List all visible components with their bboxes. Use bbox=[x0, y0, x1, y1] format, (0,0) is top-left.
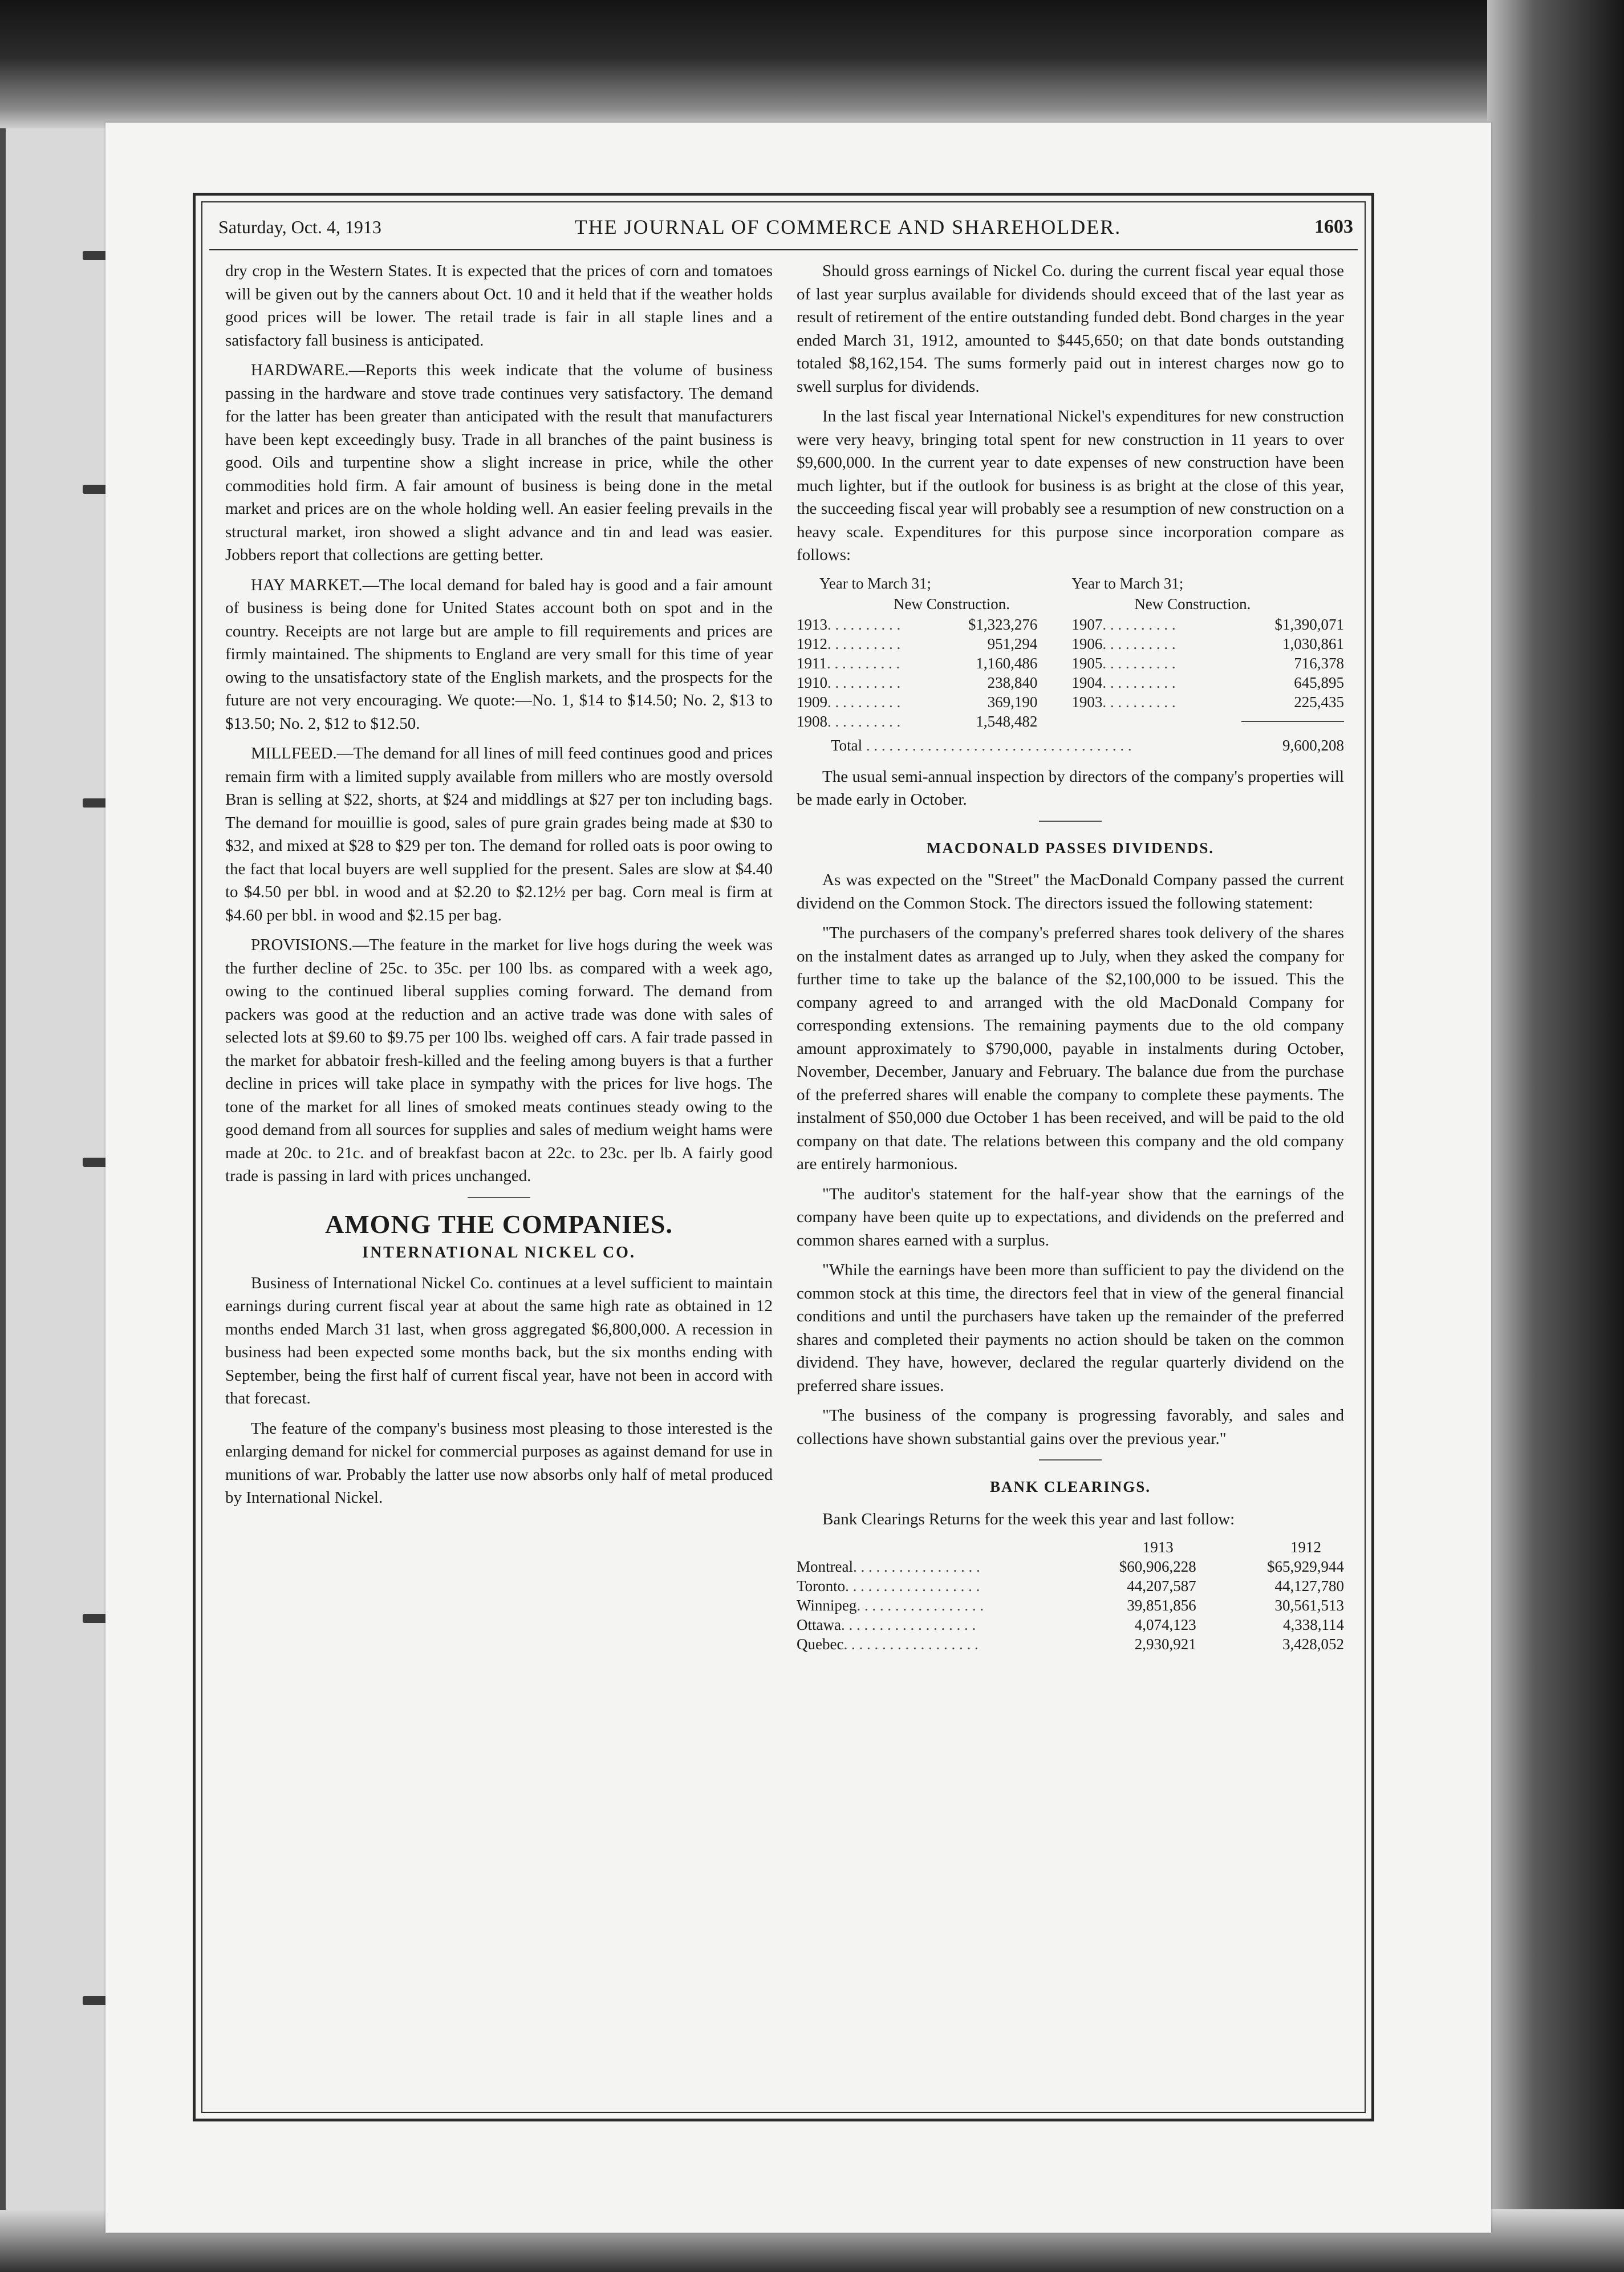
value-cell: 30,561,513 bbox=[1274, 1597, 1344, 1614]
table-row bbox=[797, 1576, 1344, 1596]
value-cell: $60,906,228 bbox=[1119, 1558, 1196, 1575]
macdonald-heading: MACDONALD PASSES DIVIDENDS. bbox=[926, 839, 1215, 857]
dot-leader: . . . . . . . . . . bbox=[827, 654, 900, 672]
macdonald-paragraph: "While the earnings have been more than sufficient to pay the dividend on the common stock at this time, the directors feel that in view of the general financial conditions and until the purchasers have taken up the remainder of the preferred shares and completed their payments no action should be taken on the common dividend. They have, however, declared the regular quarterly dividend on the preferred share issues. bbox=[797, 1261, 1344, 1395]
value-cell: 44,207,587 bbox=[1127, 1577, 1196, 1595]
table-row bbox=[797, 673, 1344, 692]
year-header: 1912 bbox=[1290, 1539, 1321, 1556]
section-divider bbox=[468, 1197, 530, 1198]
year-cell: 1906 bbox=[1071, 635, 1103, 652]
scan-right-shadow bbox=[1487, 0, 1624, 2272]
value-cell: 44,127,780 bbox=[1274, 1577, 1344, 1595]
year-cell: 1907 bbox=[1071, 615, 1103, 633]
nickel-paragraph: Business of International Nickel Co. continues at a level sufficient to maintain earnings during current fiscal year at about the same high rate as obtained in 12 months ended March 31 last, when gross aggregated $6,800,000. A recession in business had been expected some months back, but the six months ending with September, being the first half of current fiscal year, have not been in accord with that forecast. bbox=[225, 1273, 773, 1407]
col-head-value: New Construction. bbox=[894, 595, 1010, 612]
value-cell: 238,840 bbox=[987, 674, 1038, 691]
hardware-paragraph: HARDWARE.—Reports this week indicate that the volume of business passing in the hardware and stove trade continues very satisfactory. The demand for the latter has been greater than anticipated with the result that manufacturers have been kept exceedingly busy. Trade in all branches of the paint business is good. Oils and turpentine show a slight increase in price, while the other commodities hold firm. A fair amount of business is being done in the metal market and prices are on the whole holding well. An easier feeling prevails in the structural market, iron showed a slight advance and tin and lead was easier. Jobbers report that collections are getting better. bbox=[225, 361, 773, 564]
page-frame-inner bbox=[201, 201, 1366, 2113]
value-cell: 39,851,856 bbox=[1127, 1597, 1196, 1614]
page-number: 1603 bbox=[1314, 216, 1353, 237]
value-cell: 951,294 bbox=[987, 635, 1038, 652]
dot-leader: . . . . . . . . . . bbox=[1102, 654, 1176, 672]
bank-clearings-table bbox=[797, 1537, 1344, 1654]
macdonald-paragraph: "The business of the company is progressing favorably, and sales and collections have shown substantial gains over the previous year." bbox=[797, 1406, 1344, 1448]
among-companies-heading: AMONG THE COMPANIES. bbox=[325, 1209, 673, 1239]
macdonald-paragraph: "The purchasers of the company's preferred shares took delivery of the shares on the instalment dates as arranged up to July, when they asked the company for further time to take up the balance of the $2,100,000 to be issued. This the company agreed to and arranged with the old MacDonald Company for corresponding extensions. The remaining payments due to the old company amount approximately to $790,000, payable in instalments during October, November, December, January and February. The balance due from the purchase of the preferred shares will enable the company to complete these payments. The instalment of $50,000 due October 1 has been received, and will be paid to the old company on that date. The relations between this company and the old company are entirely harmonious. bbox=[797, 924, 1344, 1173]
year-cell: 1904 bbox=[1071, 674, 1103, 691]
year-cell: 1909 bbox=[797, 693, 827, 711]
page-frame bbox=[193, 193, 1374, 2121]
provisions-paragraph: PROVISIONS.—The feature in the market for live hogs during the week was the further decline of 25c. to 35c. per 100 lbs. as compared with a week ago, owing to the continued liberal supplies coming forward. The demand from packers was good at the reduction and an active trade was done with sales of selected lots at $9.60 to $9.75 per 100 lbs. weighed off cars. A fair trade passed in the market for abbatoir fresh-killed and the feeling among buyers is that a further decline in prices will take place in sympathy with the prices for live hogs. The tone of the market for all lines of smoked meats continues steady owing to the good demand from all sources for supplies and sales of medium weight hams were made at 20c. to 21c. and of breakfast bacon at 22c. to 23c. per lb. A fairly good trade is passing in lard with prices unchanged. bbox=[225, 936, 773, 1185]
left-column bbox=[225, 259, 773, 1516]
section-divider bbox=[1039, 821, 1102, 822]
total-rule bbox=[1241, 721, 1344, 722]
city-cell: Ottawa bbox=[797, 1616, 841, 1633]
running-header bbox=[218, 210, 1353, 244]
dot-leader: . . . . . . . . . . . . . . . . . bbox=[852, 1558, 980, 1575]
value-cell: 645,895 bbox=[1294, 674, 1344, 691]
table-row bbox=[797, 654, 1344, 673]
dot-leader: . . . . . . . . . . bbox=[1102, 693, 1176, 711]
table-row bbox=[797, 692, 1344, 712]
year-cell: 1913 bbox=[797, 615, 827, 633]
table-row bbox=[797, 634, 1344, 654]
nickel-paragraph: The feature of the company's business most pleasing to those interested is the enlarging demand for nickel for commercial purposes as against demand for use in munitions of war. Probably the latter use now absorbs only half of metal produced by International Nickel. bbox=[225, 1419, 773, 1507]
total-row bbox=[797, 731, 1344, 755]
value-cell: $65,929,944 bbox=[1267, 1558, 1344, 1575]
scan-left-edge bbox=[0, 128, 6, 2210]
value-cell: $1,323,276 bbox=[968, 615, 1038, 633]
millfeed-paragraph: MILLFEED.—The demand for all lines of mill feed continues good and prices remain firm with a limited supply available from millers who are mostly oversold Bran is selling at $22, shorts, at $24 and middlings at $27 per ton including bags. The demand for mouillie is good, sales of pure grain grades being made at $30 to $32, and mixed at $28 to $29 per ton. The demand for rolled oats is poor owing to the fact that local buyers are well supplied for the present. Sales are slow at $4.40 to $4.50 per bbl. in wood and at $2.20 to $2.12½ per bag. Corn meal is firm at $4.60 per bbl. in wood and $2.15 per bag. bbox=[225, 744, 773, 924]
scan-top-shadow bbox=[0, 0, 1624, 128]
table-row bbox=[797, 1634, 1344, 1654]
city-cell: Quebec bbox=[797, 1636, 844, 1653]
year-cell: 1905 bbox=[1071, 654, 1103, 672]
dot-leader: . . . . . . . . . . bbox=[827, 693, 901, 711]
year-header: 1913 bbox=[1142, 1539, 1174, 1556]
value-cell: 2,930,921 bbox=[1134, 1636, 1196, 1653]
year-cell: 1911 bbox=[797, 654, 827, 672]
international-nickel-heading: INTERNATIONAL NICKEL CO. bbox=[362, 1244, 636, 1261]
value-cell: 4,338,114 bbox=[1283, 1616, 1344, 1633]
value-cell: 1,030,861 bbox=[1282, 635, 1344, 652]
dot-leader: . . . . . . . . . . bbox=[1102, 635, 1176, 652]
col-head-value: New Construction. bbox=[1134, 595, 1251, 612]
nickel-earnings-paragraph: Should gross earnings of Nickel Co. during the current fiscal year equal those of last year surplus available for dividends should exceed that of the last year as result of retirement of the entire outstanding funded debt. Bond charges in the year ended March 31, 1912, amounted to $445,650; on that date bonds outstanding totaled $8,162,154. The sums formerly paid out in interest charges now go to swell surplus for dividends. bbox=[797, 262, 1344, 396]
value-cell: $1,390,071 bbox=[1274, 615, 1344, 633]
total-value: 9,600,208 bbox=[1282, 736, 1344, 754]
year-cell: 1903 bbox=[1071, 693, 1103, 711]
table-row bbox=[797, 712, 1344, 731]
table-row bbox=[797, 615, 1344, 634]
year-cell: 1908 bbox=[797, 712, 827, 730]
col-head-year: Year to March 31; bbox=[1071, 574, 1184, 592]
dot-leader: . . . . . . . . . . bbox=[827, 615, 901, 633]
year-cell: 1910 bbox=[797, 674, 827, 691]
dot-leader: . . . . . . . . . . bbox=[1102, 615, 1176, 633]
dot-leader: . . . . . . . . . . . . . . . . . . bbox=[843, 1636, 979, 1653]
nickel-construction-paragraph: In the last fiscal year International Nickel's expenditures for new construction were very heavy, bringing total spent for new construction in 11 years to over $9,600,000. In the current year to date expenses of new construction have been much lighter, but if the outlook for business is as bright at the close of this year, the succeeding fiscal year will probably see a resumption of new construction on a heavy scale. Expenditures for this purpose since incorporation compare as follows: bbox=[797, 407, 1344, 564]
value-cell: 3,428,052 bbox=[1282, 1636, 1344, 1653]
table-row bbox=[797, 1557, 1344, 1576]
dot-leader: . . . . . . . . . . bbox=[827, 635, 901, 652]
year-cell: 1912 bbox=[797, 635, 827, 652]
table-row bbox=[797, 1596, 1344, 1615]
construction-table bbox=[797, 574, 1344, 755]
value-cell: 4,074,123 bbox=[1134, 1616, 1196, 1633]
city-cell: Toronto bbox=[797, 1577, 846, 1595]
dot-leader: . . . . . . . . . . bbox=[827, 712, 901, 730]
header-rule bbox=[209, 249, 1358, 250]
table-row bbox=[797, 1615, 1344, 1634]
dot-leader: . . . . . . . . . . . . . . . . . . bbox=[845, 1577, 980, 1595]
dot-leader: . . . . . . . . . . bbox=[827, 674, 901, 691]
value-cell: 369,190 bbox=[987, 693, 1038, 711]
value-cell: 1,160,486 bbox=[976, 654, 1038, 672]
dot-leader: . . . . . . . . . . . . . . . . . bbox=[856, 1597, 984, 1614]
value-cell: 225,435 bbox=[1294, 693, 1344, 711]
bank-table-header bbox=[797, 1537, 1344, 1557]
construction-table-header bbox=[797, 594, 1344, 615]
dot-leader: . . . . . . . . . . . . . . . . . . bbox=[841, 1616, 976, 1633]
total-label: Total bbox=[831, 736, 863, 754]
hay-market-paragraph: HAY MARKET.—The local demand for baled hay is good and a fair amount of business is being done for United States account both on spot and in the country. Receipts are not large but are ample to fill requirements and prices are firmly maintained. The shipments to England are very small for this time of year owing to the unsatisfactory state of the English markets, and the prospects for the future are not very encouraging. We quote:—No. 1, $14 to $14.50; No. 2, $13 to $13.50; No. 2, $12 to $12.50. bbox=[225, 575, 773, 733]
city-cell: Winnipeg bbox=[797, 1597, 857, 1614]
value-cell: 1,548,482 bbox=[976, 712, 1038, 730]
city-cell: Montreal bbox=[797, 1558, 853, 1575]
market-intro-paragraph: dry crop in the Western States. It is expected that the prices of corn and tomatoes will be given out by the canners about Oct. 10 and it held that if the weather holds good prices will be lower. The retail trade is fair in all staple lines and a satisfactory fall business is anticipated. bbox=[225, 262, 773, 350]
journal-title: THE JOURNAL OF COMMERCE AND SHAREHOLDER. bbox=[574, 216, 1122, 238]
issue-date: Saturday, Oct. 4, 1913 bbox=[218, 216, 381, 237]
inspection-paragraph: The usual semi-annual inspection by directors of the company's properties will be made early in October. bbox=[797, 767, 1344, 809]
bank-clearings-heading: BANK CLEARINGS. bbox=[989, 1478, 1151, 1495]
right-column bbox=[797, 259, 1344, 1654]
section-divider bbox=[1039, 1459, 1102, 1460]
macdonald-paragraph: As was expected on the "Street" the MacDonald Company passed the current dividend on the Common Stock. The directors issued the following statement: bbox=[797, 871, 1344, 912]
construction-table-header bbox=[797, 574, 1344, 594]
col-head-year: Year to March 31; bbox=[819, 574, 931, 592]
bank-clearings-intro: Bank Clearings Returns for the week this year and last follow: bbox=[822, 1510, 1235, 1528]
value-cell: 716,378 bbox=[1294, 654, 1344, 672]
macdonald-paragraph: "The auditor's statement for the half-year show that the earnings of the company have been quite up to expectations, and dividends on the preferred and common shares earned with a surplus. bbox=[797, 1184, 1344, 1249]
dot-leader: . . . . . . . . . . . . . . . . . . . . . . . . . . . . . . . . . . . bbox=[862, 736, 1132, 754]
dot-leader: . . . . . . . . . . bbox=[1102, 674, 1176, 691]
